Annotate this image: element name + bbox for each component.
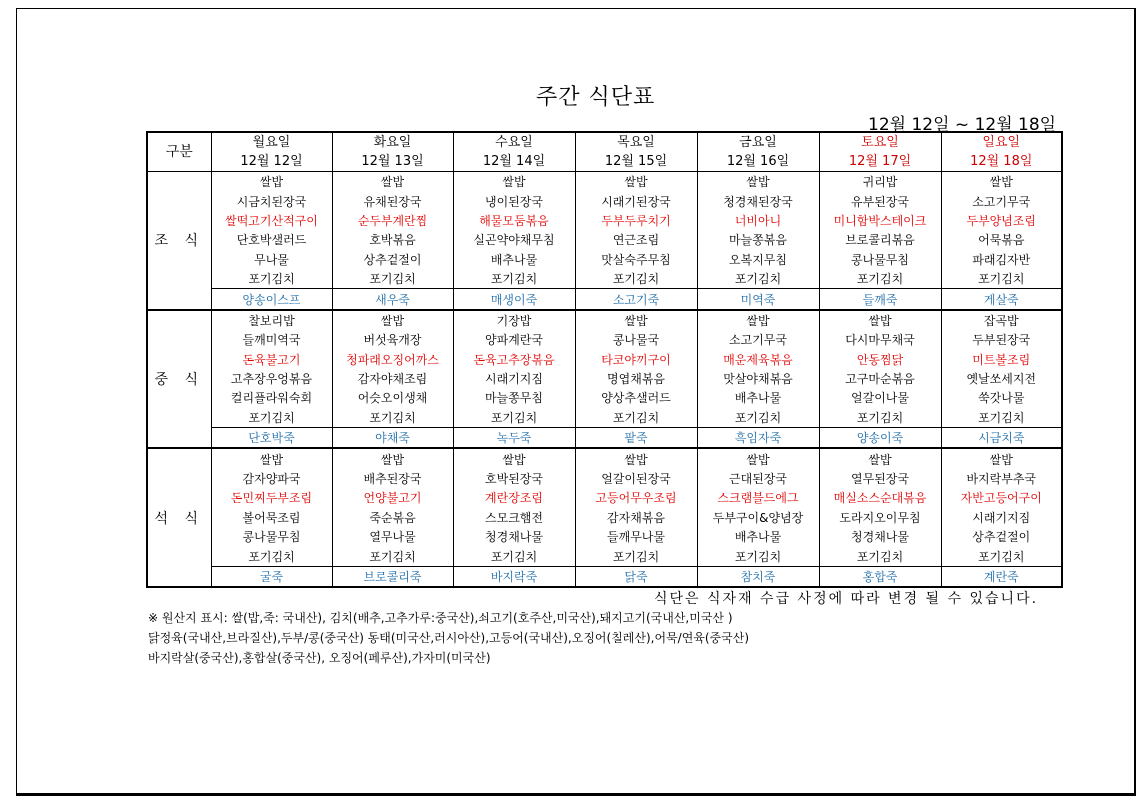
menu-item: 자반고등어구이	[941, 488, 1062, 507]
menu-item: 포기김치	[697, 269, 819, 289]
menu-item: 죽순볶음	[332, 508, 453, 527]
porridge-item: 시금치죽	[941, 428, 1062, 449]
menu-item: 해물모둠볶음	[453, 211, 575, 230]
menu-row	[147, 527, 1062, 546]
menu-item: 포기김치	[819, 269, 941, 289]
menu-item: 두부양념조림	[941, 211, 1062, 230]
menu-row	[147, 448, 1062, 468]
menu-item: 매운제육볶음	[697, 350, 819, 369]
day-name: 토요일	[861, 135, 899, 150]
change-notice: 식단은 식자재 수급 사정에 따라 변경 될 수 있습니다.	[654, 591, 1039, 607]
menu-row	[147, 230, 1062, 249]
menu-item: 도라지오이무침	[819, 508, 941, 527]
menu-item: 파래김자반	[941, 250, 1062, 269]
menu-item: 열무된장국	[819, 469, 941, 488]
menu-item: 배추나물	[697, 388, 819, 407]
menu-row	[147, 546, 1062, 566]
day-name: 금요일	[739, 135, 777, 150]
page-title: 주간 식단표	[536, 85, 656, 110]
menu-item: 마늘쫑볶음	[697, 230, 819, 249]
menu-item: 잡곡밥	[941, 310, 1062, 330]
date-range: 12월 12일 ~ 12월 18일	[868, 115, 1057, 135]
day-name: 월요일	[252, 135, 291, 150]
porridge-item: 매생이죽	[453, 289, 575, 310]
menu-item: 배추된장국	[332, 469, 453, 488]
menu-item: 계란장조림	[453, 488, 575, 507]
porridge-item: 야채죽	[332, 428, 453, 449]
menu-item: 유채된장국	[332, 191, 453, 210]
meal-label: 석 식	[147, 448, 211, 587]
origin-line: ※ 원산지 표시: 쌀(밥,죽: 국내산), 김치(배추,고추가루:중국산),쇠고기(호주산,미국산),돼지고기(국내산,미국산 )	[148, 611, 733, 625]
menu-item: 다시마무채국	[819, 330, 941, 349]
porridge-item: 닭죽	[575, 566, 697, 587]
menu-item: 포기김치	[819, 546, 941, 566]
menu-item: 포기김치	[575, 408, 697, 428]
menu-item: 쌀밥	[941, 172, 1062, 192]
menu-row	[147, 250, 1062, 269]
menu-item: 포기김치	[332, 269, 453, 289]
menu-item: 콩나물무침	[819, 250, 941, 269]
porridge-item: 새우죽	[332, 289, 453, 310]
menu-item: 쌀밥	[575, 448, 697, 468]
menu-item: 청파래오징어까스	[332, 350, 453, 369]
menu-row	[147, 172, 1062, 192]
menu-item: 시래기된장국	[575, 191, 697, 210]
menu-item: 두부된장국	[941, 330, 1062, 349]
porridge-item: 양송이죽	[819, 428, 941, 449]
menu-item: 쌀밥	[941, 448, 1062, 468]
menu-row	[147, 310, 1062, 330]
menu-item: 냉이된장국	[453, 191, 575, 210]
porridge-item: 들깨죽	[819, 289, 941, 310]
porridge-item: 참치죽	[697, 566, 819, 587]
day-header	[453, 132, 575, 172]
menu-item: 쌀밥	[575, 172, 697, 192]
menu-row	[147, 211, 1062, 230]
porridge-item: 흑임자죽	[697, 428, 819, 449]
menu-item: 감자야채조림	[332, 369, 453, 388]
menu-item: 쌀밥	[332, 448, 453, 468]
menu-item: 어묵볶음	[941, 230, 1062, 249]
menu-item: 포기김치	[941, 546, 1062, 566]
menu-item: 청경채나물	[453, 527, 575, 546]
menu-item: 포기김치	[941, 408, 1062, 428]
menu-item: 맛살숙주무침	[575, 250, 697, 269]
day-header	[697, 132, 819, 172]
menu-item: 돈육불고기	[211, 350, 332, 369]
menu-item: 쌀밥	[453, 448, 575, 468]
menu-item: 감자채볶음	[575, 508, 697, 527]
menu-item: 호박볶음	[332, 230, 453, 249]
menu-item: 안동찜닭	[819, 350, 941, 369]
menu-item: 마늘쫑무침	[453, 388, 575, 407]
menu-item: 청경채나물	[819, 527, 941, 546]
menu-item: 순두부계란찜	[332, 211, 453, 230]
menu-row	[147, 488, 1062, 507]
porridge-row	[147, 289, 1062, 310]
menu-item: 타코야끼구이	[575, 350, 697, 369]
menu-item: 고구마순볶음	[819, 369, 941, 388]
origin-line: 바지락살(중국산),홍합살(중국산), 오징어(페루산),가자미(미국산)	[148, 651, 491, 665]
meal-label: 중 식	[147, 310, 211, 449]
menu-item: 너비아니	[697, 211, 819, 230]
menu-item: 쌀밥	[453, 172, 575, 192]
menu-item: 오복지무침	[697, 250, 819, 269]
menu-item: 연근조림	[575, 230, 697, 249]
menu-row	[147, 191, 1062, 210]
menu-item: 쌀밥	[697, 448, 819, 468]
menu-item: 포기김치	[453, 408, 575, 428]
menu-item: 단호박샐러드	[211, 230, 332, 249]
porridge-item: 단호박죽	[211, 428, 332, 449]
meal-label: 조 식	[147, 172, 211, 310]
menu-item: 포기김치	[211, 408, 332, 428]
day-date: 12월 15일	[604, 154, 668, 169]
porridge-row	[147, 566, 1062, 587]
menu-item: 상추겉절이	[941, 527, 1062, 546]
porridge-item: 양송이스프	[211, 289, 332, 310]
day-header	[332, 132, 453, 172]
menu-item: 컬리플라워숙회	[211, 388, 332, 407]
menu-item: 감자양파국	[211, 469, 332, 488]
porridge-item: 녹두죽	[453, 428, 575, 449]
menu-item: 스모크햄전	[453, 508, 575, 527]
menu-item: 명엽채볶음	[575, 369, 697, 388]
porridge-row	[147, 428, 1062, 449]
menu-item: 찰보리밥	[211, 310, 332, 330]
menu-item: 미트볼조림	[941, 350, 1062, 369]
menu-item: 귀리밥	[819, 172, 941, 192]
origin-line: 닭정육(국내산,브라질산),두부/콩(중국산) 동태(미국산,러시아산),고등어(국내산),오징어(칠레산),어묵/연육(중국산)	[148, 631, 750, 645]
menu-item: 얼갈이나물	[819, 388, 941, 407]
day-date: 12월 17일	[848, 154, 912, 169]
menu-row	[147, 330, 1062, 349]
day-header	[211, 132, 332, 172]
day-name: 일요일	[982, 135, 1021, 150]
porridge-item: 계란죽	[941, 566, 1062, 587]
menu-item: 포기김치	[453, 546, 575, 566]
menu-item: 쌀밥	[332, 310, 453, 330]
menu-item: 얼갈이된장국	[575, 469, 697, 488]
menu-item: 시래기지짐	[453, 369, 575, 388]
menu-item: 소고기무국	[697, 330, 819, 349]
menu-item: 옛날쏘세지전	[941, 369, 1062, 388]
menu-item: 버섯육개장	[332, 330, 453, 349]
menu-item: 맛살야채볶음	[697, 369, 819, 388]
day-name: 수요일	[495, 135, 533, 150]
menu-item: 미니함박스테이크	[819, 211, 941, 230]
porridge-item: 홍합죽	[819, 566, 941, 587]
menu-item: 유부된장국	[819, 191, 941, 210]
menu-item: 양파계란국	[453, 330, 575, 349]
menu-item: 포기김치	[697, 546, 819, 566]
menu-item: 매실소스순대볶음	[819, 488, 941, 507]
day-date: 12월 18일	[970, 154, 1033, 169]
day-date: 12월 13일	[361, 154, 424, 169]
menu-row	[147, 508, 1062, 527]
menu-row	[147, 469, 1062, 488]
menu-item: 콩나물국	[575, 330, 697, 349]
menu-item: 실곤약야채무침	[453, 230, 575, 249]
menu-item: 스크램블드에그	[697, 488, 819, 507]
menu-item: 콩나물무침	[211, 527, 332, 546]
menu-item: 바지락부추국	[941, 469, 1062, 488]
porridge-item: 굴죽	[211, 566, 332, 587]
porridge-item: 게살죽	[941, 289, 1062, 310]
menu-item: 시래기지짐	[941, 508, 1062, 527]
menu-item: 들깨미역국	[211, 330, 332, 349]
menu-row	[147, 408, 1062, 428]
menu-item: 쌀밥	[819, 310, 941, 330]
menu-item: 어슷오이생채	[332, 388, 453, 407]
menu-item: 쌀밥	[211, 448, 332, 468]
menu-item: 쌀밥	[819, 448, 941, 468]
menu-item: 포기김치	[575, 269, 697, 289]
menu-item: 포기김치	[575, 546, 697, 566]
porridge-item: 소고기죽	[575, 289, 697, 310]
menu-row	[147, 388, 1062, 407]
menu-item: 쌀밥	[211, 172, 332, 192]
menu-item: 쌀밥	[697, 172, 819, 192]
menu-item: 무나물	[211, 250, 332, 269]
menu-item: 상추겉절이	[332, 250, 453, 269]
menu-item: 들깨무나물	[575, 527, 697, 546]
category-header: 구분	[147, 132, 211, 172]
menu-item: 양상추샐러드	[575, 388, 697, 407]
menu-item: 쌀밥	[697, 310, 819, 330]
menu-item: 쌀밥	[332, 172, 453, 192]
menu-item: 돈민찌두부조림	[211, 488, 332, 507]
menu-item: 시금치된장국	[211, 191, 332, 210]
menu-item: 돈육고추장볶음	[453, 350, 575, 369]
day-date: 12월 14일	[482, 154, 546, 169]
weekly-menu-table	[146, 131, 1063, 588]
menu-item: 포기김치	[332, 408, 453, 428]
menu-item: 포기김치	[211, 546, 332, 566]
menu-row	[147, 369, 1062, 388]
day-header	[819, 132, 941, 172]
day-name: 화요일	[373, 135, 412, 150]
menu-item: 배추나물	[453, 250, 575, 269]
menu-item: 포기김치	[697, 408, 819, 428]
menu-item: 볼어묵조림	[211, 508, 332, 527]
menu-item: 쑥갓나물	[941, 388, 1062, 407]
porridge-item: 브로콜리죽	[332, 566, 453, 587]
menu-item: 포기김치	[453, 269, 575, 289]
menu-item: 쌀떡고기산적구이	[211, 211, 332, 230]
menu-item: 브로콜리볶음	[819, 230, 941, 249]
header-row	[147, 132, 1062, 172]
day-header	[941, 132, 1062, 172]
day-date: 12월 16일	[726, 154, 790, 169]
menu-item: 배추나물	[697, 527, 819, 546]
menu-item: 기장밥	[453, 310, 575, 330]
menu-item: 호박된장국	[453, 469, 575, 488]
menu-row	[147, 350, 1062, 369]
menu-item: 언양불고기	[332, 488, 453, 507]
menu-item: 포기김치	[332, 546, 453, 566]
day-date: 12월 12일	[240, 154, 303, 169]
porridge-item: 바지락죽	[453, 566, 575, 587]
menu-item: 두부두루치기	[575, 211, 697, 230]
menu-item: 소고기무국	[941, 191, 1062, 210]
menu-item: 포기김치	[941, 269, 1062, 289]
porridge-item: 팥죽	[575, 428, 697, 449]
menu-item: 포기김치	[819, 408, 941, 428]
day-header	[575, 132, 697, 172]
menu-item: 근대된장국	[697, 469, 819, 488]
menu-item: 두부구이&양념장	[697, 508, 819, 527]
menu-item: 고등어무우조림	[575, 488, 697, 507]
menu-item: 고추장우엉볶음	[211, 369, 332, 388]
menu-item: 열무나물	[332, 527, 453, 546]
menu-item: 청경채된장국	[697, 191, 819, 210]
day-name: 목요일	[617, 135, 655, 150]
menu-row	[147, 269, 1062, 289]
porridge-item: 미역죽	[697, 289, 819, 310]
menu-item: 쌀밥	[575, 310, 697, 330]
menu-item: 포기김치	[211, 269, 332, 289]
